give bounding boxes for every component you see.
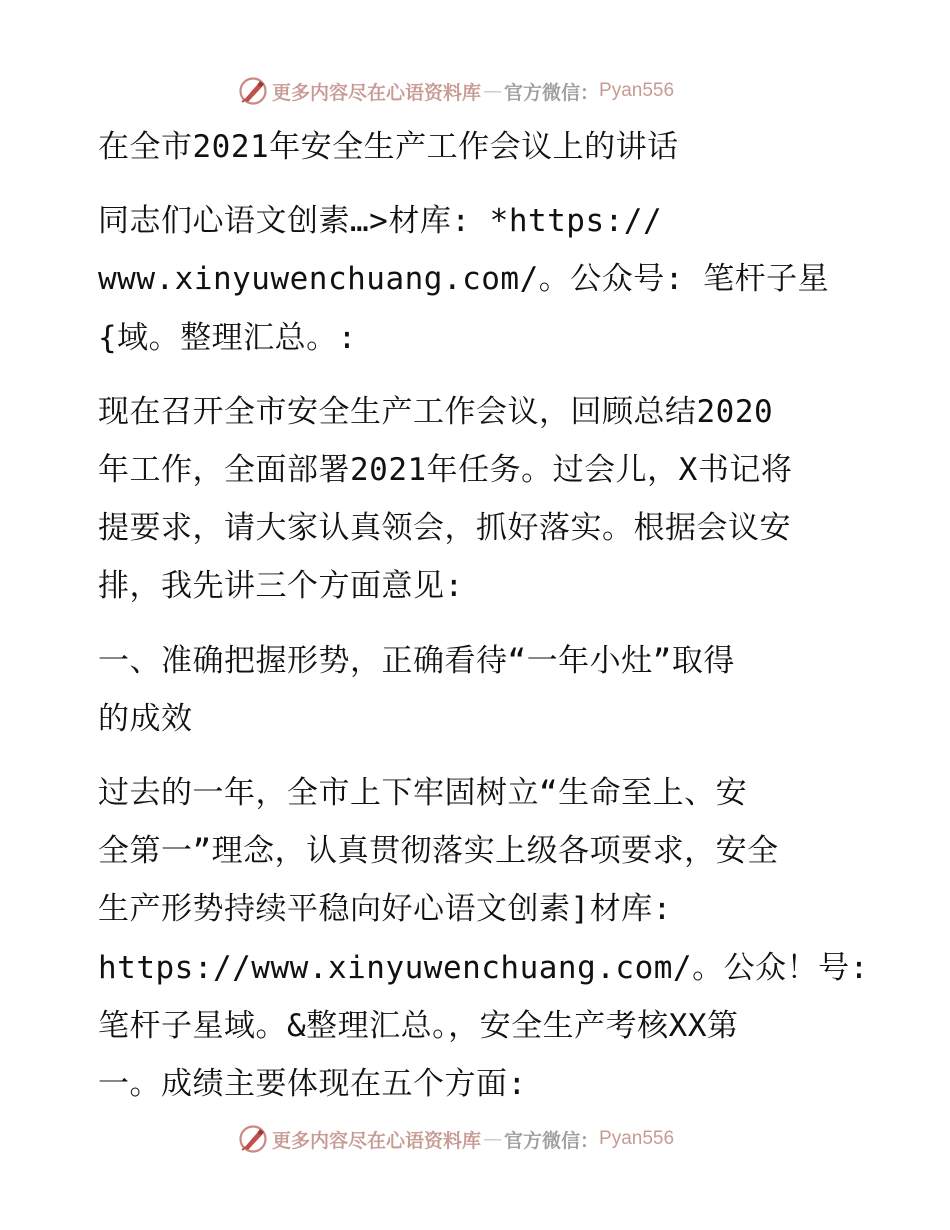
text-line: 同志们心语文创素…>材库: *https:// (98, 203, 663, 240)
text-line: 排，我先讲三个方面意见: (98, 568, 464, 605)
pen-logo-icon (238, 76, 268, 106)
paragraph (98, 192, 858, 367)
watermark-header (238, 74, 674, 108)
document-body (98, 118, 869, 1113)
text-line: 笔杆子星域。&整理汇总。，安全生产考核XX第 (98, 1007, 739, 1044)
watermark-sub: 官方微信： (504, 1129, 600, 1152)
text-line: 提要求，请大家认真领会，抓好落实。根据会议安 (98, 510, 791, 547)
paragraph (98, 632, 858, 748)
text-line: https://www.xinyuwenchuang.com/。公众！号: (98, 949, 869, 986)
watermark-footer (238, 1122, 674, 1156)
text-line: 的成效 (98, 700, 193, 737)
text-line: 全第一”理念，认真贯彻落实上级各项要求，安全 (98, 833, 779, 870)
text-line: 生产形势持续平稳向好心语文创素]材库: (98, 891, 672, 928)
pen-logo-icon (238, 1124, 268, 1154)
text-line: 现在召开全市安全生产工作会议，回顾总结2020 (98, 393, 774, 430)
watermark-text: 更多内容尽在心语资料库 (272, 81, 482, 104)
watermark-text: 更多内容尽在心语资料库 (272, 1129, 482, 1152)
watermark-dash: — (483, 1128, 503, 1150)
text-line: {域。整理汇总。: (98, 319, 357, 356)
text-line: 在全市2021年安全生产工作会议上的讲话 (98, 129, 679, 165)
text-line: 一、准确把握形势，正确看待“一年小灶”取得 (98, 642, 735, 679)
watermark-dash: — (483, 80, 503, 102)
text-line: www.xinyuwenchuang.com/。公众号: 笔杆子星 (98, 261, 830, 298)
text-line: 一。成绩主要体现在五个方面: (98, 1066, 527, 1103)
text-line: 年工作，全面部署2021年任务。过会儿，X书记将 (98, 452, 793, 489)
watermark-id: Pyan556 (599, 80, 675, 101)
text-line: 过去的一年，全市上下牢固树立“生命至上、安 (98, 775, 748, 812)
document-title (98, 118, 858, 176)
paragraph (98, 383, 858, 616)
watermark-sub: 官方微信： (504, 81, 600, 104)
watermark-id: Pyan556 (599, 1128, 675, 1149)
paragraph (98, 764, 869, 1113)
